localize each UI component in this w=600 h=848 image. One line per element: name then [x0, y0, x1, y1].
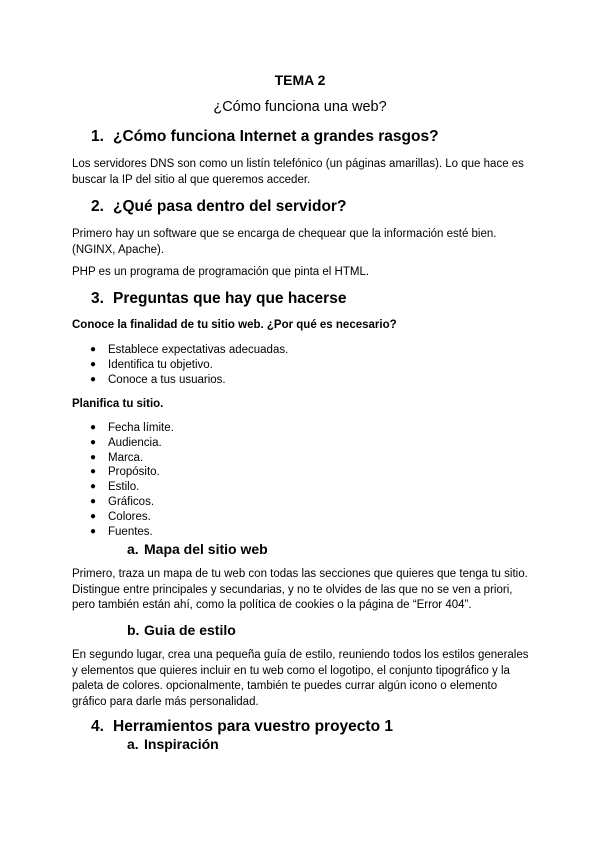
section-2-heading — [91, 198, 346, 216]
document-title: TEMA 2 — [274, 72, 326, 88]
section-1-heading — [91, 128, 439, 146]
bullet-icon: ● — [90, 481, 97, 493]
subsection-3b-heading — [127, 622, 236, 638]
list-item: ● Establece expectativas adecuadas. — [90, 344, 289, 356]
subsection-letter: a. — [127, 541, 139, 557]
subsection-heading-text: Inspiración — [144, 736, 219, 752]
section-number: 2. — [91, 198, 104, 215]
bullet-icon: ● — [90, 466, 97, 478]
plan-label: Planifica tu sitio. — [72, 398, 164, 410]
subsection-3a-heading — [127, 541, 268, 557]
bullet-icon: ● — [90, 422, 97, 433]
subsection-4a-heading — [127, 736, 219, 752]
list-item: ● Propósito. — [90, 466, 160, 479]
purpose-list — [90, 343, 288, 387]
bullet-icon: ● — [90, 436, 97, 448]
section-number: 3. — [91, 290, 104, 307]
plan-list — [90, 421, 174, 539]
list-item: ● Colores. — [90, 510, 151, 523]
bullet-icon: ● — [90, 525, 97, 537]
subsection-heading-text: Guia de estilo — [144, 622, 236, 638]
section-heading-text: Herramientos para vuestro proyecto 1 — [113, 718, 393, 735]
bullet-icon: ● — [90, 344, 97, 355]
section-4-heading — [91, 718, 393, 736]
purpose-label: Conoce la finalidad de tu sitio web. ¿Por qué es necesario? — [72, 319, 397, 331]
section-number: 4. — [91, 718, 104, 735]
list-item: ● Gráficos. — [90, 495, 155, 508]
subsection-letter: b. — [127, 622, 140, 638]
list-item: ● Marca. — [90, 451, 144, 464]
bullet-icon: ● — [90, 451, 97, 463]
section-heading-text: ¿Cómo funciona Internet a grandes rasgos? — [113, 128, 439, 145]
section-3-heading — [91, 290, 346, 308]
bullet-icon: ● — [90, 373, 97, 385]
subsection-letter: a. — [127, 736, 139, 752]
section-number: 1. — [91, 128, 104, 145]
list-item: ● Fuentes. — [90, 525, 153, 538]
subsection-3b-paragraph: En segundo lugar, crea una pequeña guía de estilo, reuniendo todos los estilos generales y elementos que quieres incluir en tu web como el logotipo, el conjunto tipográfico y la paleta de colores. opcionalmente, también te puedes currar algún icono o elemento gráfico para darle más personalidad. — [72, 649, 529, 708]
section-2-paragraph-2: PHP es un programa de programación que pinta el HTML. — [72, 266, 370, 278]
list-item: ● Conoce a tus usuarios. — [90, 373, 226, 386]
subsection-heading-text: Mapa del sitio web — [144, 541, 268, 557]
subsection-3a-paragraph: Primero, traza un mapa de tu web con todas las secciones que quieres que tenga tu sitio. Distingue entre principales y secundarias, y no te olvides de las que no se ven a priori, pero también están ahí, como la política de cookies o la página de “Error 404”. — [72, 568, 528, 611]
section-1-paragraph: Los servidores DNS son como un listín telefónico (un páginas amarillas). Lo que hace es buscar la IP del sitio al que queremos acceder. — [72, 158, 524, 186]
bullet-icon: ● — [90, 358, 97, 370]
section-2-paragraph-1: Primero hay un software que se encarga de chequear que la información esté bien. (NGINX, Apache). — [72, 228, 497, 256]
section-heading-text: ¿Qué pasa dentro del servidor? — [113, 198, 347, 215]
section-heading-text: Preguntas que hay que hacerse — [113, 290, 347, 307]
list-item: ● Estilo. — [90, 481, 140, 494]
list-item: ● Audiencia. — [90, 436, 162, 449]
bullet-icon: ● — [90, 510, 97, 522]
bullet-icon: ● — [90, 495, 97, 507]
list-item: ● Fecha límite. — [90, 422, 174, 434]
list-item: ● Identifica tu objetivo. — [90, 358, 213, 371]
document-subtitle: ¿Cómo funciona una web? — [213, 99, 387, 115]
